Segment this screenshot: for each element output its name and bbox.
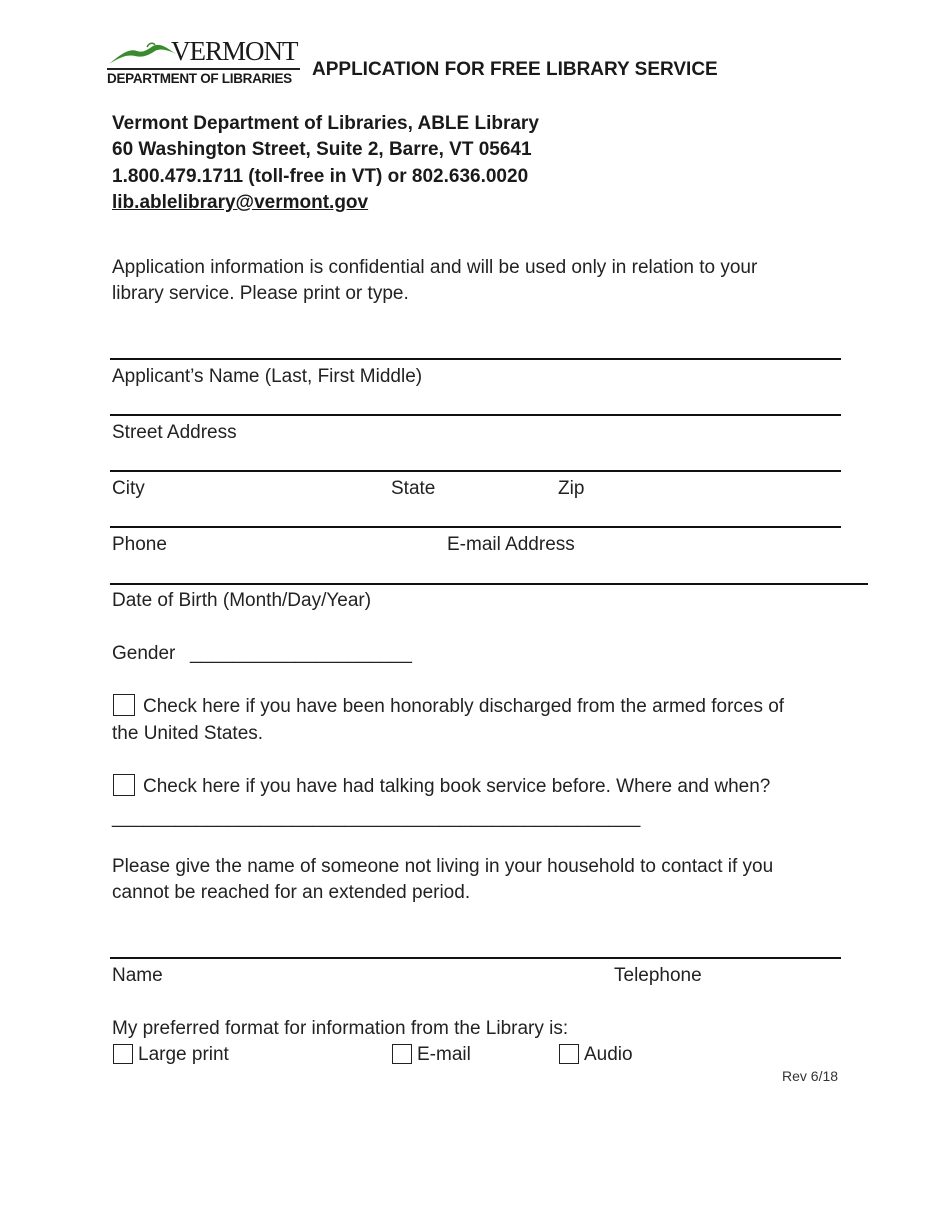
emergency-telephone-field[interactable]: Telephone (614, 965, 702, 986)
intro-line-1: Application information is confidential and will be used only in relation to your (112, 257, 758, 278)
revision-note: Rev 6/18 (782, 1068, 839, 1084)
talking-book-blank[interactable]: __________________________________________________ (112, 807, 641, 828)
email-format-label: E-mail (417, 1044, 471, 1065)
audio-label: Audio (584, 1044, 633, 1065)
phone-field[interactable]: Phone (112, 534, 167, 555)
gender-label: Gender (112, 643, 176, 664)
state-field[interactable]: State (391, 478, 436, 499)
form-title: APPLICATION FOR FREE LIBRARY SERVICE (312, 59, 718, 80)
applicant-name-field[interactable]: Applicant’s Name (Last, First Middle) (112, 366, 423, 387)
email-format-checkbox[interactable] (392, 1044, 412, 1064)
logo-divider (107, 68, 300, 70)
intro-line-2: library service. Please print or type. (112, 283, 409, 304)
audio-checkbox[interactable] (559, 1044, 579, 1064)
veteran-checkbox[interactable] (113, 694, 135, 716)
emergency-rule (110, 957, 841, 959)
mountain-logo-icon (107, 40, 179, 66)
city-field[interactable]: City (112, 478, 145, 499)
name-rule (110, 358, 841, 360)
dob-rule (110, 583, 868, 585)
format-prompt: My preferred format for information from the Library is: (112, 1018, 569, 1039)
talking-book-text: Check here if you have had talking book service before. Where and when? (143, 776, 771, 797)
street-address-field[interactable]: Street Address (112, 422, 237, 443)
zip-field[interactable]: Zip (558, 478, 585, 499)
email-address-field[interactable]: E-mail Address (447, 534, 575, 555)
large-print-checkbox[interactable] (113, 1044, 133, 1064)
veteran-text-line-2: the United States. (112, 723, 264, 744)
street-rule (110, 414, 841, 416)
emergency-text-line-1: Please give the name of someone not living in your household to contact if you (112, 856, 774, 877)
logo-state-word: VERMONT (171, 36, 298, 66)
phone-rule (110, 526, 841, 528)
contact-org: Vermont Department of Libraries, ABLE Library (112, 113, 539, 134)
vermont-libraries-logo (107, 38, 302, 90)
large-print-label: Large print (138, 1044, 229, 1065)
logo-department: DEPARTMENT OF LIBRARIES (107, 71, 292, 86)
emergency-text-line-2: cannot be reached for an extended period. (112, 882, 471, 903)
contact-phones: 1.800.479.1711 (toll-free in VT) or 802.636.0020 (112, 166, 529, 187)
gender-blank[interactable]: _____________________ (190, 643, 412, 664)
emergency-name-field[interactable]: Name (112, 965, 163, 986)
date-of-birth-field[interactable]: Date of Birth (Month/Day/Year) (112, 590, 372, 611)
talking-book-checkbox[interactable] (113, 774, 135, 796)
city-rule (110, 470, 841, 472)
veteran-text-line-1: Check here if you have been honorably discharged from the armed forces of (143, 696, 785, 717)
contact-address: 60 Washington Street, Suite 2, Barre, VT 05641 (112, 139, 532, 160)
contact-email-link[interactable]: lib.ablelibrary@vermont.gov (112, 192, 369, 213)
